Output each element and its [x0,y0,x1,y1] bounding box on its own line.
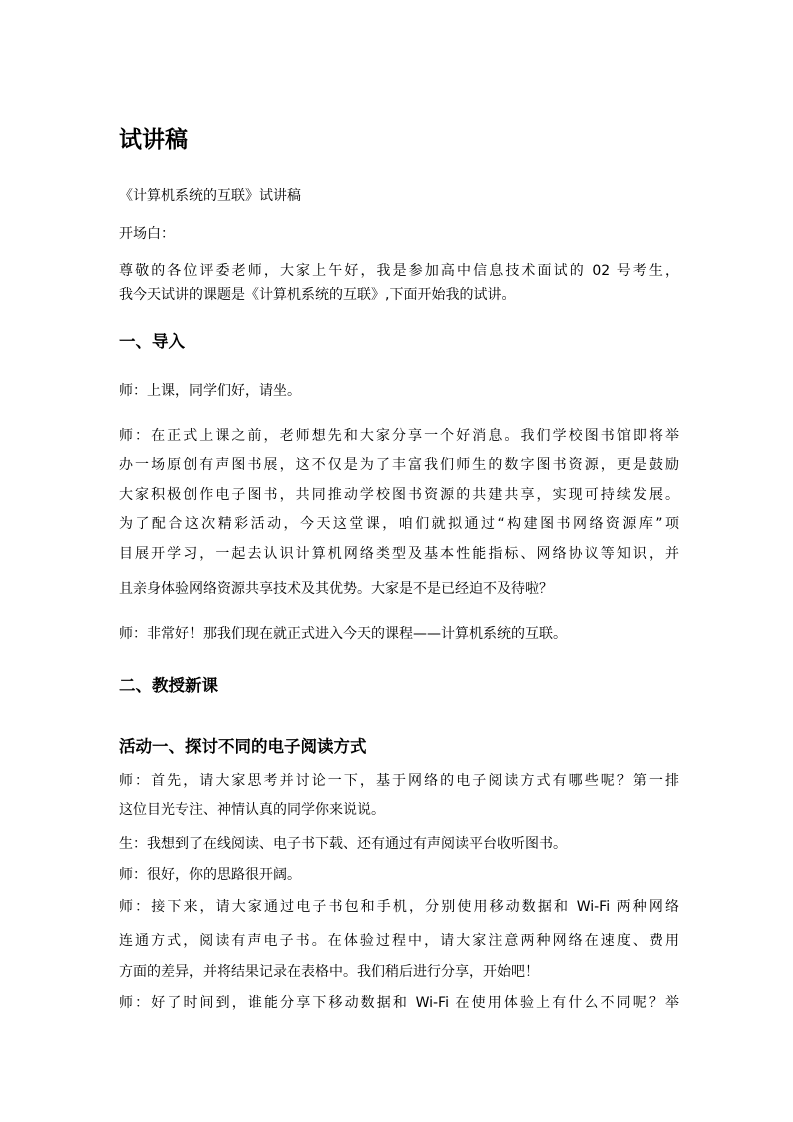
activity-heading: 活动一、探讨不同的电子阅读方式 [119,737,367,756]
opening-label: 开场白： [119,226,175,242]
document-title: 试讲稿 [119,127,188,153]
paragraph-line: 师：很好，你的思路很开阔。 [119,867,301,883]
paragraph-line: 连通方式，阅读有声电子书。在体验过程中，请大家注意两种网络在速度、费用 [119,933,679,949]
paragraph-line: 目展开学习，一起去认识计算机网络类型及基本性能指标、网络协议等知识，并 [119,546,679,562]
paragraph-line: 师：在正式上课之前，老师想先和大家分享一个好消息。我们学校图书馆即将举 [119,428,679,444]
paragraph-line: 师：首先，请大家思考并讨论一下，基于网络的电子阅读方式有哪些呢？第一排 [119,773,679,789]
paragraph-line: 生：我想到了在线阅读、电子书下载、还有通过有声阅读平台收听图书。 [119,836,567,852]
paragraph-line: 且亲身体验网络资源共享技术及其优势。大家是不是已经迫不及待啦？ [119,581,553,597]
paragraph-line: 师：接下来，请大家通过电子书包和手机，分别使用移动数据和 Wi-Fi 两种网络 [119,899,679,915]
greeting-line: 尊敬的各位评委老师，大家上午好，我是参加高中信息技术面试的 02 号考生， [119,263,679,279]
paragraph-line: 方面的差异，并将结果记录在表格中。我们稍后进行分享，开始吧！ [119,964,539,980]
paragraph-line: 这位目光专注、神情认真的同学你来说说。 [119,802,385,818]
paragraph-line: 师：非常好！那我们现在就正式进入今天的课程——计算机系统的互联。 [119,626,567,642]
paragraph-line: 为了配合这次精彩活动，今天这堂课，咱们就拟通过“构建图书网络资源库”项 [119,516,679,532]
greeting-line: 我今天试讲的课题是《计算机系统的互联》,下面开始我的试讲。 [119,287,516,303]
section-heading-intro: 一、导入 [119,332,185,351]
subtitle: 《计算机系统的互联》试讲稿 [119,188,301,204]
paragraph-line: 师：好了时间到，谁能分享下移动数据和 Wi-Fi 在使用体验上有什么不同呢？举 [119,995,679,1011]
paragraph-line: 办一场原创有声图书展，这不仅是为了丰富我们师生的数字图书资源，更是鼓励 [119,457,679,473]
paragraph-line: 师：上课，同学们好，请坐。 [119,383,301,399]
section-heading-new-lesson: 二、教授新课 [119,676,218,695]
paragraph-line: 大家积极创作电子图书，共同推动学校图书资源的共建共享，实现可持续发展。 [119,487,679,503]
